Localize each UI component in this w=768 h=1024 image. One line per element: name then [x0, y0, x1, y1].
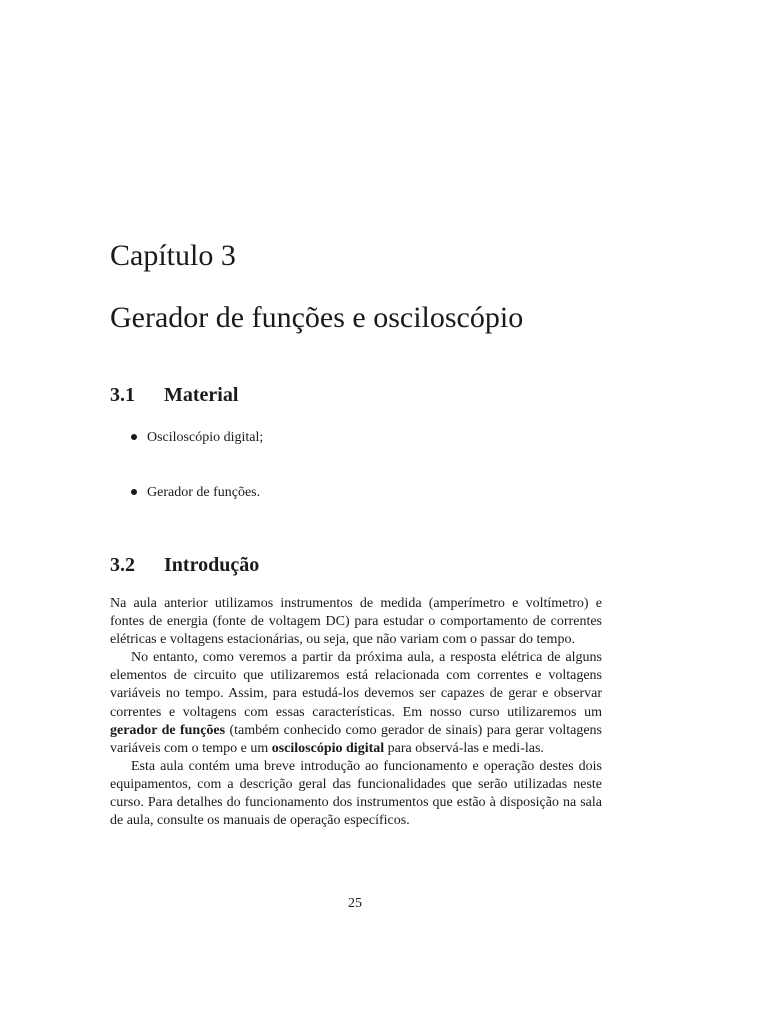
intro-body: [110, 595, 602, 830]
paragraph-text: No entanto, como veremos a partir da próxima aula, a resposta elétrica de alguns elementos de circuito que utilizaremos está relacionada com correntes e voltagens variáveis no tempo. Assim, para estudá-los devemos ser capazes de gerar e observar correntes e voltagens com essas características. Em nosso curso utilizaremos um: [110, 650, 602, 720]
list-item-text: Osciloscópio digital;: [147, 430, 264, 445]
chapter-label: Capítulo 3: [110, 239, 236, 272]
emphasis-gerador: gerador de funções: [110, 722, 226, 738]
page-number: 25: [348, 896, 362, 911]
list-item: [131, 429, 263, 447]
bullet-icon: [131, 434, 137, 440]
paragraph: [110, 649, 602, 758]
section-number: 3.2: [110, 554, 135, 576]
section-title: Introdução: [164, 554, 260, 576]
paragraph: Na aula anterior utilizamos instrumentos de medida (amperímetro e voltímetro) e fontes de energia (fonte de voltagem DC) para estudar o comportamento de correntes elétricas e voltagens estacionárias, ou seja, que não variam com o passar do tempo.: [110, 596, 602, 648]
section-heading-material: [110, 383, 238, 407]
section-number: 3.1: [110, 384, 135, 406]
section-title: Material: [164, 384, 239, 406]
paragraph-text: para observá-las e medi-las.: [384, 740, 544, 756]
paragraph-text: (também conhecido como gerador de sinais) para gerar voltagens variáveis com o tempo e um: [110, 722, 602, 756]
chapter-title: Gerador de funções e osciloscópio: [110, 301, 524, 334]
section-heading-introducao: [110, 553, 259, 577]
paragraph: Esta aula contém uma breve introdução ao funcionamento e operação destes dois equipamentos, com a descrição geral das funcionalidades que serão utilizadas neste curso. Para detalhes do funcionamento dos instrumentos que estão à disposição na sala de aula, consulte os manuais de operação específicos.: [110, 758, 602, 829]
list-item: [131, 484, 260, 502]
bullet-icon: [131, 489, 137, 495]
list-item-text: Gerador de funções.: [147, 485, 261, 500]
emphasis-osciloscopio: osciloscópio digital: [271, 740, 385, 756]
